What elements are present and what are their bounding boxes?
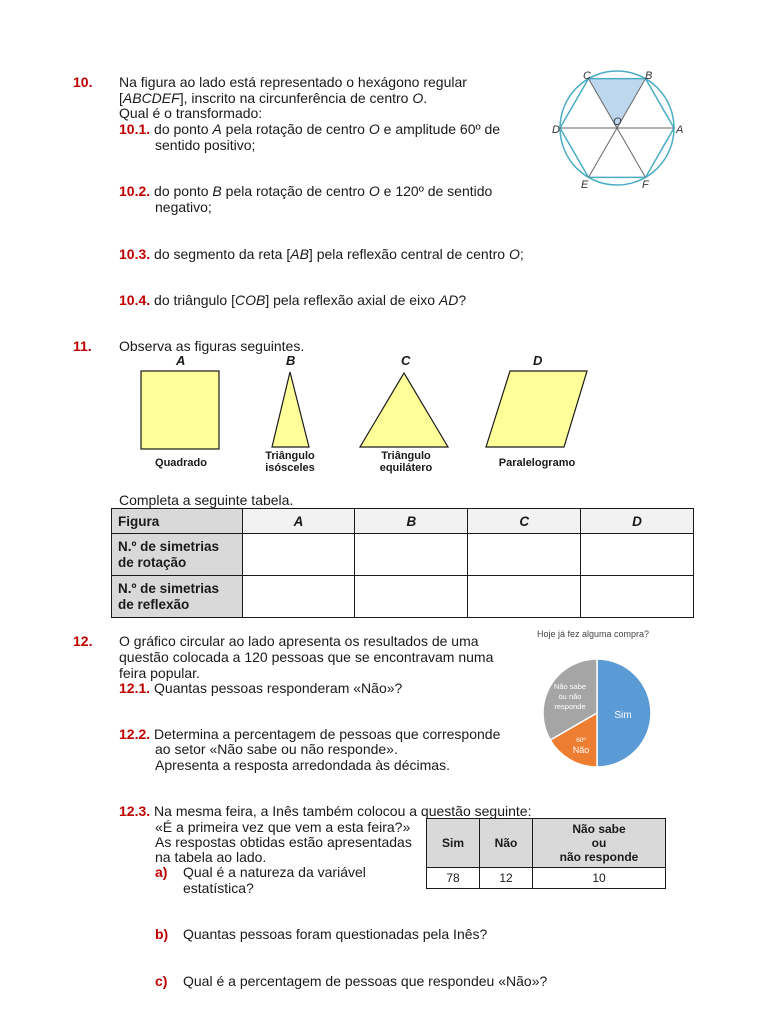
pie-label-sim: Sim [614,710,632,721]
responses-header-nsnr: Não sabe ou não responde [533,819,666,868]
q12-2-line2: ao setor «Não sabe ou não responde». [155,741,398,757]
label-D: D [552,124,560,136]
q12-intro-1: O gráfico circular ao lado apresenta os resultados de uma [119,633,479,649]
cell-reflection-C[interactable] [468,576,581,618]
isosceles-triangle-shape [272,372,309,447]
q12-3b-num: b) [155,926,169,942]
label-O: O [613,116,622,128]
cell-rotation-B[interactable] [355,534,468,576]
pie-label-nsnr-3: responde [554,702,586,711]
pie-label-nao: Não [572,745,590,755]
q10-number: 10. [73,74,93,90]
q12-3c-text: Qual é a percentagem de pessoas que respondeu «Não»? [183,973,548,989]
symmetry-table [111,508,694,618]
responses-header-nao: Não [480,819,533,868]
pie-label-angle: 60º [576,737,586,744]
q10-1: 10.1. do ponto A pela rotação de centro O e amplitude 60º de [119,121,501,137]
q11-complete: Completa a seguinte tabela. [119,492,294,508]
shape-letter-A: A [176,353,186,368]
label-E: E [581,179,589,191]
table-header-C: C [468,509,581,534]
shape-label-B-2: isósceles [265,462,315,474]
q12-2: 12.2. Determina a percentagem de pessoas que corresponde [119,726,501,742]
shape-letter-D: D [533,353,543,368]
responses-value-sim: 78 [427,868,480,889]
row-reflection-label: N.º de simetrias de reflexão [112,576,243,618]
cell-reflection-B[interactable] [355,576,468,618]
q12-3-line2: «É a primeira vez que vem a esta feira?» [155,819,411,835]
shape-letter-C: C [401,353,411,368]
q12-3b-text: Quantas pessoas foram questionadas pela Inês? [183,926,488,942]
responses-table [426,818,666,889]
q12-3-line3: As respostas obtidas estão apresentadas [155,834,412,850]
shape-label-B-1: Triângulo [265,450,315,462]
q10-intro-line2: [ABCDEF], inscrito na circunferência de centro O. [119,90,428,106]
q12-3-line4: na tabela ao lado. [155,849,267,865]
table-header-A: A [242,509,355,534]
label-F: F [642,179,649,191]
pie-chart [537,658,657,768]
responses-header-sim: Sim [427,819,480,868]
label-A: A [676,124,684,136]
parallelogram-shape [486,371,587,447]
hexagon-figure [545,66,695,196]
pie-label-nsnr-1: Não sabe [553,682,587,691]
shape-letter-B: B [286,353,296,368]
cell-rotation-C[interactable] [468,534,581,576]
q10-3: 10.3. do segmento da reta [AB] pela reflexão central de centro O; [119,246,524,262]
shape-label-C-2: equilátero [379,462,433,474]
q10-2: 10.2. do ponto B pela rotação de centro O e 120º de sentido [119,183,493,199]
q12-3: 12.3. Na mesma feira, a Inês também colocou a questão seguinte: [119,803,532,819]
q10-intro-line1: Na figura ao lado está representado o hexágono regular [119,74,467,90]
q12-3a-line2: estatística? [183,880,254,896]
table-header-B: B [355,509,468,534]
responses-value-nsnr: 10 [533,868,666,889]
cell-rotation-A[interactable] [242,534,355,576]
q10-1-line2: sentido positivo; [155,137,256,153]
shape-label-D: Paralelogramo [498,457,576,469]
shapes-figure [130,368,590,452]
q11-number: 11. [73,338,92,354]
cell-rotation-D[interactable] [581,534,694,576]
q12-number: 12. [73,633,93,649]
q12-1: 12.1. Quantas pessoas responderam «Não»? [119,680,403,696]
label-C: C [583,70,591,82]
shape-label-A: Quadrado [155,457,207,469]
cell-reflection-D[interactable] [581,576,694,618]
cell-reflection-A[interactable] [242,576,355,618]
q11-intro: Observa as figuras seguintes. [119,338,305,354]
q12-3a-num: a) [155,864,168,880]
row-rotation-label: N.º de simetrias de rotação [112,534,243,576]
responses-value-nao: 12 [480,868,533,889]
table-header-D: D [581,509,694,534]
pie-label-nsnr-2: ou não [558,692,582,701]
equilateral-triangle-shape [360,373,448,447]
q10-4: 10.4. do triângulo [COB] pela reflexão axial de eixo AD? [119,292,467,308]
q12-intro-3: feira popular. [119,665,200,681]
q10-intro-line3: Qual é o transformado: [119,105,263,121]
q10-2-line2: negativo; [155,199,212,215]
shape-label-C-1: Triângulo [381,450,431,462]
table-header-figura: Figura [112,509,243,534]
q12-3c-num: c) [155,973,168,989]
square-shape [141,371,219,449]
q12-3a-line1: Qual é a natureza da variável [183,864,366,880]
q12-intro-2: questão colocada a 120 pessoas que se encontravam numa [119,649,494,665]
chart-title: Hoje já fez alguma compra? [537,629,650,639]
label-B: B [645,70,653,82]
q12-2-line3: Apresenta a resposta arredondada às décimas. [155,757,450,773]
